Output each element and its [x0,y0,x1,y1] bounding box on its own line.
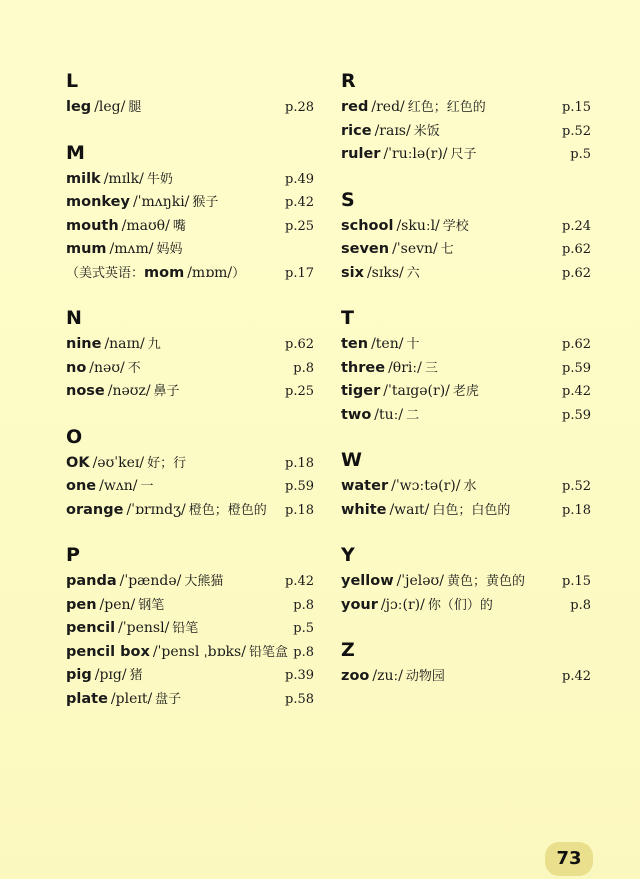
entry-word: milk [66,170,101,187]
entry-page-reference: p.49 [285,171,314,187]
glossary-entry [66,96,320,120]
entry-phonetic: /pen/ [99,596,136,613]
glossary-entry [66,570,320,594]
entry-meaning: 你（们）的 [427,597,493,613]
glossary-entry [66,452,320,476]
letter-section-l [66,70,320,120]
glossary-entry [66,617,320,641]
glossary-entry [66,215,320,239]
entry-page-reference: p.8 [293,597,314,613]
entry-word: pig [66,667,92,683]
entry-meaning: 黄色；黄色的 [446,574,525,589]
glossary-entry [66,357,320,381]
entry-page-reference: p.17 [285,265,314,281]
page-number-badge: 73 [545,842,593,876]
entry-meaning: 牛奶 [146,171,173,187]
entry-page-reference: p.59 [562,407,591,423]
letter-section-z [341,639,591,689]
entry-page-reference: p.18 [285,502,314,518]
entry-meaning: 妈妈 [156,242,183,257]
entry-word: panda [66,573,117,589]
glossary-entry [341,380,591,404]
entry-meaning: 米饭 [413,123,440,139]
letter-section-r [341,70,591,167]
glossary-entry [66,191,320,215]
entry-page-reference: p.62 [562,337,591,352]
entry-page-reference: p.52 [562,479,591,494]
entry-word: tiger [341,383,381,399]
entry-word: mom [144,264,185,281]
entry-phonetic: /ˈjeləʊ/ [396,573,444,589]
entry-word: OK [66,454,90,471]
entry-phonetic: /tuː/ [374,406,404,423]
entry-word: zoo [341,668,370,684]
glossary-entry [341,143,591,167]
glossary-entry [66,641,320,665]
entry-page-reference: p.8 [570,597,591,613]
letter-section-p [66,544,320,711]
glossary-left-column [66,70,320,733]
entry-page-reference: p.58 [285,691,314,707]
entry-word: nine [66,336,102,352]
entry-phonetic: /sɪks/ [366,264,404,281]
entry-meaning: 二 [406,407,420,423]
entry-phonetic: /jɔː(r)/ [380,596,425,613]
glossary-entry [66,262,320,286]
entry-meaning: 白色；白色的 [432,502,511,518]
entry-word: leg [66,99,92,115]
section-letter-heading: W [341,449,362,471]
glossary-entry [66,168,320,192]
section-letter-heading: L [66,70,79,92]
entry-page-reference: p.5 [293,621,314,636]
glossary-entry [341,570,591,594]
entry-meaning: 红色；红色的 [407,100,486,115]
entry-phonetic: /leg/ [94,99,126,115]
entry-phonetic: /mʌm/ [109,241,154,257]
entry-phonetic: /ˈpensl/ [118,620,170,636]
entry-meaning: 七 [440,242,454,257]
entry-phonetic: /nəʊ/ [89,359,125,376]
entry-phonetic: /waɪt/ [389,501,430,518]
entry-meaning: 腿 [128,100,142,115]
entry-note-prefix: （美式英语： [66,265,145,281]
entry-phonetic: /nəʊz/ [107,383,151,399]
entry-meaning: 盘子 [155,691,182,707]
entry-phonetic: /wʌn/ [99,478,138,494]
entry-phonetic: /ˈsevn/ [392,241,438,257]
entry-page-reference: p.39 [285,668,314,683]
entry-word: no [66,359,87,376]
glossary-entry [341,215,591,239]
entry-phonetic: /maʊθ/ [121,217,170,234]
entry-meaning: 十 [406,337,420,352]
entry-phonetic: /mɪlk/ [103,170,144,187]
glossary-right-column [341,70,591,711]
entry-phonetic: /ˈtaɪgə(r)/ [383,383,450,399]
entry-page-reference: p.18 [285,455,314,471]
entry-word: ruler [341,146,381,162]
glossary-entry [341,262,591,286]
entry-word: white [341,501,387,518]
entry-phonetic: /pleɪt/ [110,690,153,707]
entry-word: pen [66,596,97,613]
entry-meaning: 铅笔 [172,621,199,636]
entry-meaning: 九 [147,337,161,352]
entry-meaning: 鼻子 [153,384,180,399]
entry-word: red [341,99,369,115]
letter-section-y [341,544,591,617]
entry-meaning: 嘴 [172,218,186,234]
entry-word: one [66,478,97,494]
entry-page-reference: p.8 [293,644,314,660]
glossary-entry [341,120,591,144]
glossary-entry [66,475,320,499]
glossary-entry [341,594,591,618]
entry-phonetic: /ˈmʌŋki/ [132,194,190,210]
entry-page-reference: p.42 [285,195,314,210]
entry-phonetic: /zuː/ [372,668,403,684]
letter-section-m [66,142,320,286]
entry-meaning: 动物园 [405,669,445,684]
entry-page-reference: p.59 [562,360,591,376]
entry-note-suffix: ） [232,265,246,281]
glossary-entry [341,96,591,120]
entry-meaning: 大熊猫 [184,574,224,589]
entry-word: three [341,359,386,376]
glossary-entry [66,380,320,404]
entry-page-reference: p.42 [285,574,314,589]
entry-meaning: 猪 [129,668,143,683]
entry-meaning: 钢笔 [138,597,165,613]
section-letter-heading: O [66,425,83,448]
section-letter-heading: Z [341,639,355,661]
entry-word: six [341,264,364,281]
entry-word: mum [66,241,107,257]
entry-word: school [341,217,394,234]
glossary-entry [341,475,591,499]
entry-word: two [341,406,372,423]
entry-page-reference: p.62 [285,337,314,352]
entry-page-reference: p.15 [562,574,591,589]
entry-phonetic: /mɒm/ [187,264,233,281]
entry-page-reference: p.25 [285,218,314,234]
entry-phonetic: /ˈpændə/ [119,573,182,589]
entry-word: seven [341,241,390,257]
entry-page-reference: p.15 [562,100,591,115]
entry-meaning: 六 [406,265,420,281]
letter-section-t [341,307,591,427]
entry-phonetic: /skuːl/ [396,217,440,234]
entry-word: ten [341,336,369,352]
entry-meaning: 尺子 [450,147,477,162]
entry-word: pencil [66,620,116,636]
glossary-entry [341,499,591,523]
entry-word: plate [66,690,108,707]
entry-page-reference: p.24 [562,218,591,234]
glossary-entry [341,333,591,357]
entry-meaning: 一 [140,479,154,494]
glossary-entry [341,357,591,381]
entry-word: orange [66,501,124,518]
glossary-entry [341,404,591,428]
entry-meaning: 好；行 [147,455,187,471]
glossary-entry [341,238,591,262]
entry-page-reference: p.62 [562,242,591,257]
entry-phonetic: /ˈruːlə(r)/ [383,146,448,162]
glossary-entry [66,333,320,357]
entry-page-reference: p.52 [562,123,591,139]
glossary-entry [341,665,591,689]
section-letter-heading: Y [341,544,355,566]
entry-phonetic: /θriː/ [388,359,422,376]
entry-phonetic: /ˈɒrɪndʒ/ [126,501,186,518]
entry-meaning: 三 [424,360,438,376]
entry-word: pencil box [66,643,150,660]
entry-page-reference: p.28 [285,100,314,115]
entry-phonetic: /əʊˈkeɪ/ [92,454,145,471]
entry-phonetic: /red/ [371,99,405,115]
entry-meaning: 不 [127,360,141,376]
entry-phonetic: /raɪs/ [374,122,411,139]
entry-word: mouth [66,217,119,234]
entry-page-reference: p.42 [562,384,591,399]
entry-page-reference: p.8 [293,360,314,376]
entry-phonetic: /ˈwɔːtə(r)/ [391,478,461,494]
entry-meaning: 橙色；橙色的 [188,502,267,518]
entry-meaning: 猴子 [192,195,219,210]
glossary-entry [66,664,320,688]
glossary-entry [66,238,320,262]
section-letter-heading: R [341,70,356,92]
section-letter-heading: P [66,544,80,566]
section-letter-heading: S [341,188,355,211]
glossary-entry [66,594,320,618]
entry-word: your [341,596,378,613]
entry-page-reference: p.25 [285,384,314,399]
entry-meaning: 铅笔盒 [248,644,288,660]
section-letter-heading: T [341,307,354,329]
section-letter-heading: N [66,307,82,329]
entry-word: yellow [341,573,394,589]
entry-phonetic: /ten/ [371,336,404,352]
entry-page-reference: p.5 [570,147,591,162]
entry-meaning: 老虎 [452,384,479,399]
entry-word: rice [341,122,372,139]
section-letter-heading: M [66,141,85,164]
letter-section-w [341,449,591,522]
glossary-entry [66,688,320,712]
letter-section-o [66,426,320,523]
entry-phonetic: /naɪn/ [104,336,145,352]
entry-page-reference: p.62 [562,265,591,281]
entry-word: nose [66,383,105,399]
entry-word: monkey [66,194,130,210]
entry-phonetic: /pɪg/ [94,667,127,683]
entry-meaning: 水 [463,479,477,494]
entry-meaning: 学校 [442,218,469,234]
letter-section-n [66,307,320,404]
entry-page-reference: p.18 [562,502,591,518]
entry-word: water [341,478,389,494]
entry-page-reference: p.42 [562,669,591,684]
letter-section-s [341,189,591,286]
glossary-entry [66,499,320,523]
entry-phonetic: /ˈpensl ˌbɒks/ [152,643,246,660]
entry-page-reference: p.59 [285,479,314,494]
